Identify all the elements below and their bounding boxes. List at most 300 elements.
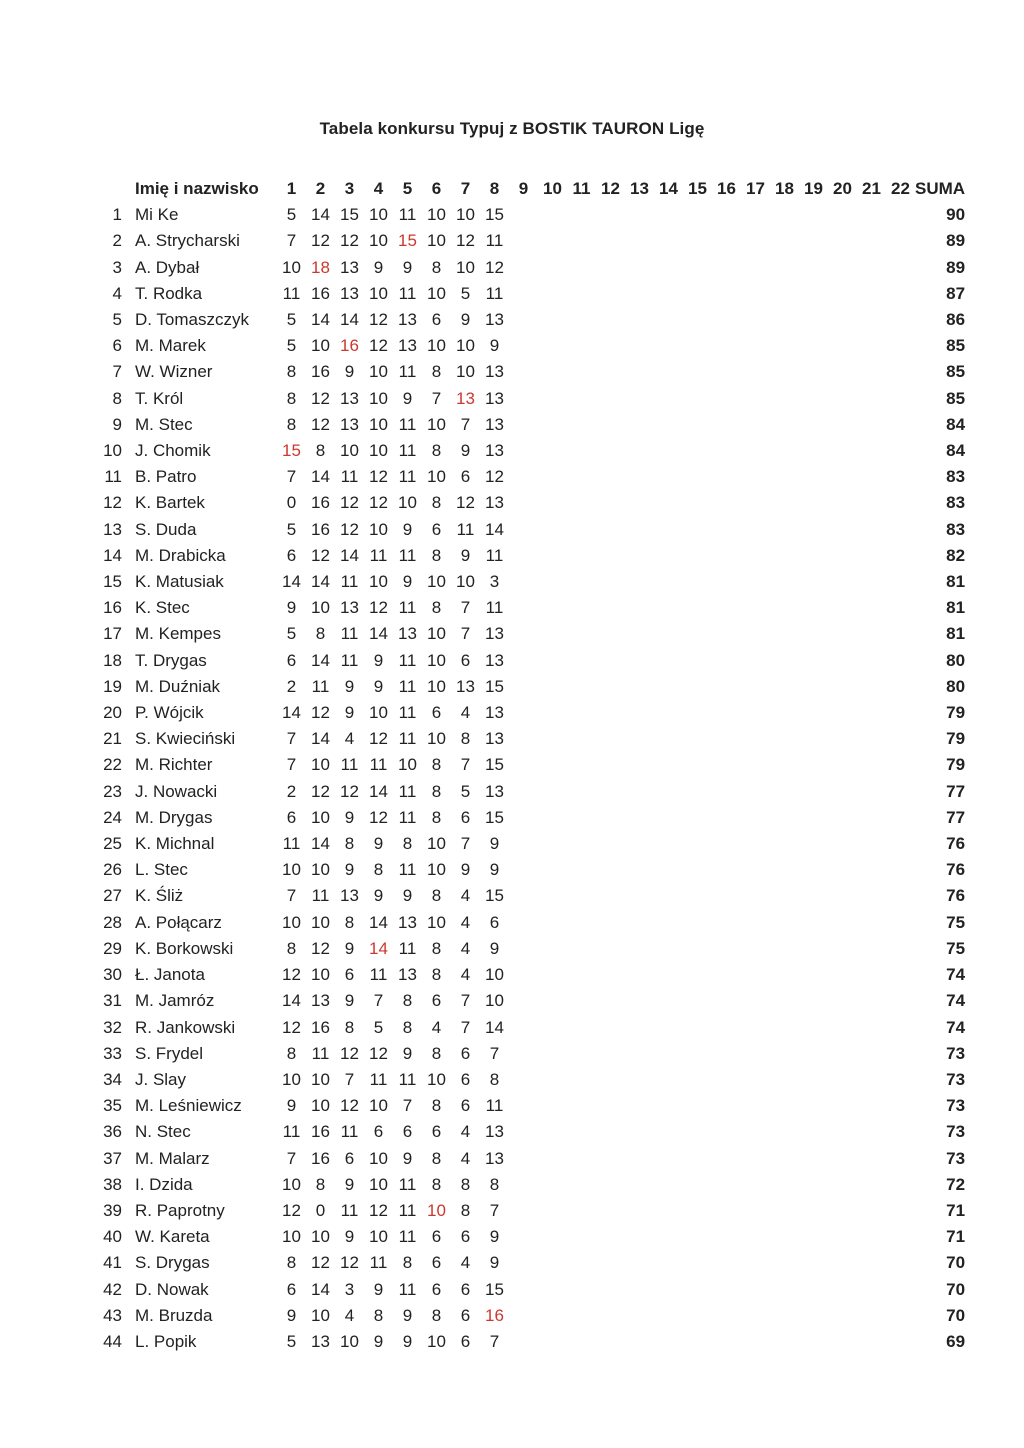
score-cell: 11 — [340, 755, 359, 775]
score-cell: 6 — [431, 1253, 442, 1273]
score-cell — [596, 674, 625, 700]
score-cell — [857, 674, 886, 700]
score-cell — [799, 1172, 828, 1198]
player-name: S. Kwieciński — [135, 729, 236, 749]
score-cell: 12 — [340, 231, 359, 251]
score-cell: 10 — [311, 1096, 330, 1116]
score-cell: 9 — [286, 598, 297, 618]
player-name: N. Stec — [135, 1122, 191, 1142]
score-cell — [509, 1093, 538, 1119]
score-cell — [770, 517, 799, 543]
score-cell: 10 — [369, 283, 388, 303]
score-cell — [770, 857, 799, 883]
score-cell: 10 — [369, 519, 388, 539]
score-cell — [828, 1119, 857, 1145]
score-cell: 7 — [286, 729, 297, 749]
score-cell: 15 — [340, 205, 359, 225]
score-cell: 9 — [344, 1227, 355, 1247]
score-cell — [712, 307, 741, 333]
score-cell: 8 — [431, 886, 442, 906]
suma-cell: 79 — [946, 703, 966, 723]
score-cell — [654, 281, 683, 307]
score-cell: 8 — [431, 257, 442, 277]
score-cell — [886, 490, 915, 516]
score-cell — [857, 805, 886, 831]
table-row — [88, 281, 965, 307]
score-cell — [770, 831, 799, 857]
score-cell — [509, 1250, 538, 1276]
score-cell — [741, 1250, 770, 1276]
score-cell — [654, 831, 683, 857]
score-cell — [741, 1198, 770, 1224]
score-cell: 9 — [402, 1148, 413, 1168]
score-cell: 7 — [373, 991, 384, 1011]
rank-cell: 37 — [103, 1148, 122, 1168]
score-cell — [712, 333, 741, 359]
score-cell — [567, 517, 596, 543]
score-cell: 13 — [485, 1122, 504, 1142]
score-cell: 6 — [286, 650, 297, 670]
score-cell — [538, 1041, 567, 1067]
round-9-column-header: 9 — [518, 179, 529, 198]
score-cell — [567, 674, 596, 700]
player-name: L. Stec — [135, 860, 188, 880]
score-cell — [654, 988, 683, 1014]
rank-cell: 28 — [103, 912, 122, 932]
score-cell — [509, 281, 538, 307]
score-cell — [857, 543, 886, 569]
score-cell — [654, 1224, 683, 1250]
score-cell — [625, 517, 654, 543]
score-cell — [654, 1146, 683, 1172]
score-cell — [625, 464, 654, 490]
score-cell — [857, 752, 886, 778]
suma-cell: 83 — [946, 519, 966, 539]
score-cell: 14 — [311, 205, 330, 225]
score-cell — [799, 281, 828, 307]
score-cell — [625, 255, 654, 281]
suma-cell: 76 — [946, 886, 966, 906]
score-cell: 16 — [311, 362, 330, 382]
player-name: S. Drygas — [135, 1253, 210, 1273]
rank-cell: 16 — [103, 598, 122, 618]
score-cell — [683, 1303, 712, 1329]
score-cell — [712, 779, 741, 805]
score-cell — [654, 857, 683, 883]
suma-cell: 85 — [946, 362, 966, 382]
rank-cell: 41 — [103, 1253, 122, 1273]
score-cell — [654, 805, 683, 831]
score-cell — [857, 1250, 886, 1276]
score-cell — [683, 700, 712, 726]
score-cell: 11 — [369, 755, 388, 775]
score-cell — [567, 202, 596, 228]
score-cell — [857, 936, 886, 962]
score-cell — [857, 359, 886, 385]
score-cell: 8 — [344, 834, 355, 854]
score-cell — [567, 281, 596, 307]
score-cell — [886, 412, 915, 438]
score-cell: 14 — [282, 991, 301, 1011]
score-cell: 11 — [398, 860, 417, 880]
score-cell: 12 — [340, 493, 359, 513]
round-22-column-header: 22 — [891, 179, 910, 198]
score-cell: 15 — [282, 441, 301, 461]
score-cell: 8 — [431, 1305, 442, 1325]
score-cell — [741, 333, 770, 359]
score-cell: 11 — [340, 650, 359, 670]
score-cell: 9 — [460, 310, 471, 330]
score-cell: 6 — [489, 912, 500, 932]
rank-cell: 13 — [103, 519, 122, 539]
score-cell: 8 — [431, 1043, 442, 1063]
score-cell: 6 — [460, 1069, 471, 1089]
score-cell: 6 — [344, 1148, 355, 1168]
score-cell — [770, 779, 799, 805]
score-cell — [596, 359, 625, 385]
score-cell — [509, 726, 538, 752]
score-cell — [886, 831, 915, 857]
score-cell — [799, 857, 828, 883]
score-cell: 5 — [286, 205, 297, 225]
table-row — [88, 1067, 965, 1093]
score-cell — [741, 857, 770, 883]
score-cell — [683, 255, 712, 281]
score-cell — [828, 1277, 857, 1303]
score-cell — [538, 569, 567, 595]
score-cell: 12 — [311, 781, 330, 801]
score-cell — [828, 569, 857, 595]
score-cell — [741, 255, 770, 281]
score-cell: 12 — [369, 1200, 388, 1220]
rank-cell: 38 — [103, 1174, 122, 1194]
table-row — [88, 988, 965, 1014]
round-15-column-header: 15 — [688, 179, 707, 198]
score-cell: 8 — [286, 388, 297, 408]
score-cell — [799, 726, 828, 752]
score-cell — [625, 595, 654, 621]
score-cell — [857, 857, 886, 883]
score-cell — [654, 1015, 683, 1041]
score-cell — [857, 1067, 886, 1093]
score-cell: 11 — [369, 545, 388, 565]
score-cell: 14 — [485, 519, 504, 539]
score-cell — [567, 464, 596, 490]
score-cell: 14 — [311, 467, 330, 487]
score-cell: 10 — [369, 1096, 388, 1116]
score-cell — [770, 1303, 799, 1329]
score-cell — [596, 517, 625, 543]
score-cell — [828, 1250, 857, 1276]
score-cell — [509, 857, 538, 883]
score-cell — [538, 752, 567, 778]
table-row — [88, 464, 965, 490]
score-cell — [770, 359, 799, 385]
rank-cell: 24 — [103, 807, 122, 827]
score-cell: 11 — [485, 1096, 504, 1116]
score-cell: 10 — [369, 1227, 388, 1247]
score-cell: 10 — [282, 1174, 301, 1194]
score-cell — [567, 386, 596, 412]
score-cell — [857, 438, 886, 464]
score-cell: 12 — [340, 1253, 359, 1273]
score-cell — [625, 1041, 654, 1067]
score-cell — [828, 1067, 857, 1093]
score-cell — [886, 857, 915, 883]
player-name: M. Stec — [135, 414, 193, 434]
score-cell — [828, 936, 857, 962]
score-cell: 6 — [286, 1279, 297, 1299]
score-cell — [625, 700, 654, 726]
score-cell — [799, 595, 828, 621]
score-cell — [509, 1329, 538, 1355]
score-cell — [799, 1250, 828, 1276]
score-cell — [567, 228, 596, 254]
score-cell — [625, 857, 654, 883]
score-cell — [828, 648, 857, 674]
score-cell — [828, 359, 857, 385]
score-cell: 9 — [286, 1305, 297, 1325]
round-8-column-header: 8 — [489, 179, 500, 198]
score-cell: 10 — [282, 257, 301, 277]
score-cell — [857, 883, 886, 909]
score-cell — [799, 1329, 828, 1355]
score-cell — [857, 700, 886, 726]
table-row — [88, 543, 965, 569]
score-cell: 11 — [398, 467, 417, 487]
player-name: M. Jamróz — [135, 991, 215, 1011]
score-cell: 8 — [315, 1174, 326, 1194]
score-cell: 9 — [344, 676, 355, 696]
score-cell — [712, 386, 741, 412]
score-cell — [509, 1041, 538, 1067]
score-cell — [741, 988, 770, 1014]
table-row — [88, 779, 965, 805]
score-cell: 10 — [369, 231, 388, 251]
score-cell — [538, 228, 567, 254]
round-18-column-header: 18 — [775, 179, 794, 198]
score-cell — [712, 1224, 741, 1250]
score-cell — [741, 1172, 770, 1198]
score-cell — [654, 386, 683, 412]
score-cell — [828, 228, 857, 254]
score-cell — [538, 386, 567, 412]
score-cell: 16 — [311, 1017, 330, 1037]
score-cell: 10 — [369, 1174, 388, 1194]
score-cell: 11 — [340, 1200, 359, 1220]
score-cell — [799, 805, 828, 831]
score-cell — [741, 386, 770, 412]
suma-cell: 86 — [946, 310, 966, 330]
score-cell: 12 — [340, 1096, 359, 1116]
score-cell — [538, 517, 567, 543]
score-cell: 13 — [311, 991, 330, 1011]
score-cell — [741, 700, 770, 726]
score-cell — [654, 700, 683, 726]
score-cell: 16 — [311, 283, 330, 303]
score-cell: 12 — [311, 231, 330, 251]
score-cell: 10 — [369, 362, 388, 382]
player-name: T. Król — [135, 388, 184, 408]
score-cell: 14 — [311, 310, 330, 330]
score-cell — [799, 1015, 828, 1041]
round-14-column-header: 14 — [659, 179, 678, 198]
score-cell: 8 — [402, 834, 413, 854]
score-cell — [683, 1041, 712, 1067]
score-cell — [596, 1172, 625, 1198]
score-cell: 14 — [340, 310, 359, 330]
score-cell — [799, 988, 828, 1014]
score-cell — [828, 1146, 857, 1172]
score-cell — [886, 1250, 915, 1276]
score-cell — [683, 1224, 712, 1250]
suma-cell: 73 — [946, 1122, 966, 1142]
score-cell — [886, 1041, 915, 1067]
score-cell — [712, 255, 741, 281]
score-cell — [886, 752, 915, 778]
score-cell — [799, 569, 828, 595]
score-cell — [567, 1041, 596, 1067]
score-cell: 8 — [431, 441, 442, 461]
score-cell — [567, 1303, 596, 1329]
score-cell: 11 — [456, 519, 475, 539]
table-row — [88, 726, 965, 752]
score-cell — [596, 1198, 625, 1224]
suma-cell: 80 — [946, 650, 966, 670]
score-cell — [509, 595, 538, 621]
rank-cell: 22 — [103, 755, 122, 775]
score-cell — [509, 700, 538, 726]
score-cell — [741, 464, 770, 490]
table-row — [88, 1041, 965, 1067]
score-cell: 13 — [485, 650, 504, 670]
score-cell — [654, 674, 683, 700]
score-cell: 10 — [427, 1200, 446, 1220]
suma-cell: 82 — [946, 545, 966, 565]
score-cell — [538, 674, 567, 700]
score-cell: 11 — [369, 965, 388, 985]
score-cell: 8 — [402, 991, 413, 1011]
player-name: T. Drygas — [135, 650, 207, 670]
score-cell — [683, 1067, 712, 1093]
player-name: K. Borkowski — [135, 938, 234, 958]
score-cell: 10 — [427, 860, 446, 880]
score-cell: 6 — [460, 1043, 471, 1063]
score-cell: 10 — [427, 414, 446, 434]
score-cell — [712, 1303, 741, 1329]
score-cell — [625, 1250, 654, 1276]
score-cell — [828, 464, 857, 490]
score-cell: 12 — [369, 1043, 388, 1063]
score-cell — [741, 883, 770, 909]
score-cell — [654, 1119, 683, 1145]
score-cell — [538, 595, 567, 621]
table-row — [88, 857, 965, 883]
rank-cell: 8 — [112, 388, 122, 408]
score-cell — [857, 228, 886, 254]
score-cell — [712, 936, 741, 962]
score-cell — [567, 255, 596, 281]
score-cell — [741, 543, 770, 569]
round-19-column-header: 19 — [804, 179, 823, 198]
score-cell — [886, 1277, 915, 1303]
suma-cell: 85 — [946, 336, 966, 356]
score-cell: 8 — [373, 860, 384, 880]
score-cell — [654, 883, 683, 909]
score-cell — [683, 1093, 712, 1119]
score-cell: 10 — [311, 965, 330, 985]
score-cell: 14 — [369, 781, 388, 801]
score-cell — [509, 910, 538, 936]
score-cell — [857, 202, 886, 228]
score-cell: 8 — [402, 1253, 413, 1273]
score-cell — [596, 1093, 625, 1119]
score-cell: 8 — [286, 362, 297, 382]
score-cell — [625, 648, 654, 674]
score-cell — [712, 490, 741, 516]
round-12-column-header: 12 — [601, 179, 620, 198]
score-cell — [654, 202, 683, 228]
score-cell — [567, 988, 596, 1014]
score-cell — [509, 752, 538, 778]
score-cell — [596, 386, 625, 412]
score-cell — [828, 307, 857, 333]
score-cell — [509, 543, 538, 569]
score-cell — [770, 1093, 799, 1119]
score-cell: 9 — [402, 257, 413, 277]
suma-cell: 71 — [946, 1200, 966, 1220]
score-cell: 14 — [311, 650, 330, 670]
score-cell — [799, 490, 828, 516]
rank-cell: 31 — [103, 991, 122, 1011]
score-cell: 13 — [398, 912, 417, 932]
score-cell — [770, 910, 799, 936]
suma-cell: 83 — [946, 467, 966, 487]
player-name: K. Michnal — [135, 834, 215, 854]
table-row — [88, 490, 965, 516]
score-cell: 10 — [427, 231, 446, 251]
score-cell — [683, 490, 712, 516]
score-cell: 10 — [369, 703, 388, 723]
score-cell: 11 — [282, 1122, 301, 1142]
suma-cell: 89 — [946, 257, 966, 277]
score-cell: 10 — [427, 676, 446, 696]
score-cell: 7 — [489, 1331, 500, 1351]
score-cell: 10 — [456, 205, 475, 225]
score-cell: 15 — [485, 807, 504, 827]
score-cell — [886, 805, 915, 831]
score-cell — [712, 569, 741, 595]
score-cell: 6 — [460, 1279, 471, 1299]
round-1-column-header: 1 — [286, 179, 297, 198]
score-cell: 6 — [460, 1305, 471, 1325]
score-cell: 13 — [340, 388, 359, 408]
score-cell: 6 — [460, 467, 471, 487]
score-cell — [538, 1093, 567, 1119]
score-cell — [596, 202, 625, 228]
score-cell: 8 — [431, 807, 442, 827]
score-cell — [509, 359, 538, 385]
score-cell — [683, 648, 712, 674]
score-cell: 11 — [398, 1069, 417, 1089]
player-name: Mi Ke — [135, 205, 179, 225]
score-cell — [857, 962, 886, 988]
table-header — [88, 176, 965, 202]
score-cell — [567, 1224, 596, 1250]
rank-cell: 35 — [103, 1096, 122, 1116]
score-cell — [828, 333, 857, 359]
score-cell: 15 — [485, 676, 504, 696]
